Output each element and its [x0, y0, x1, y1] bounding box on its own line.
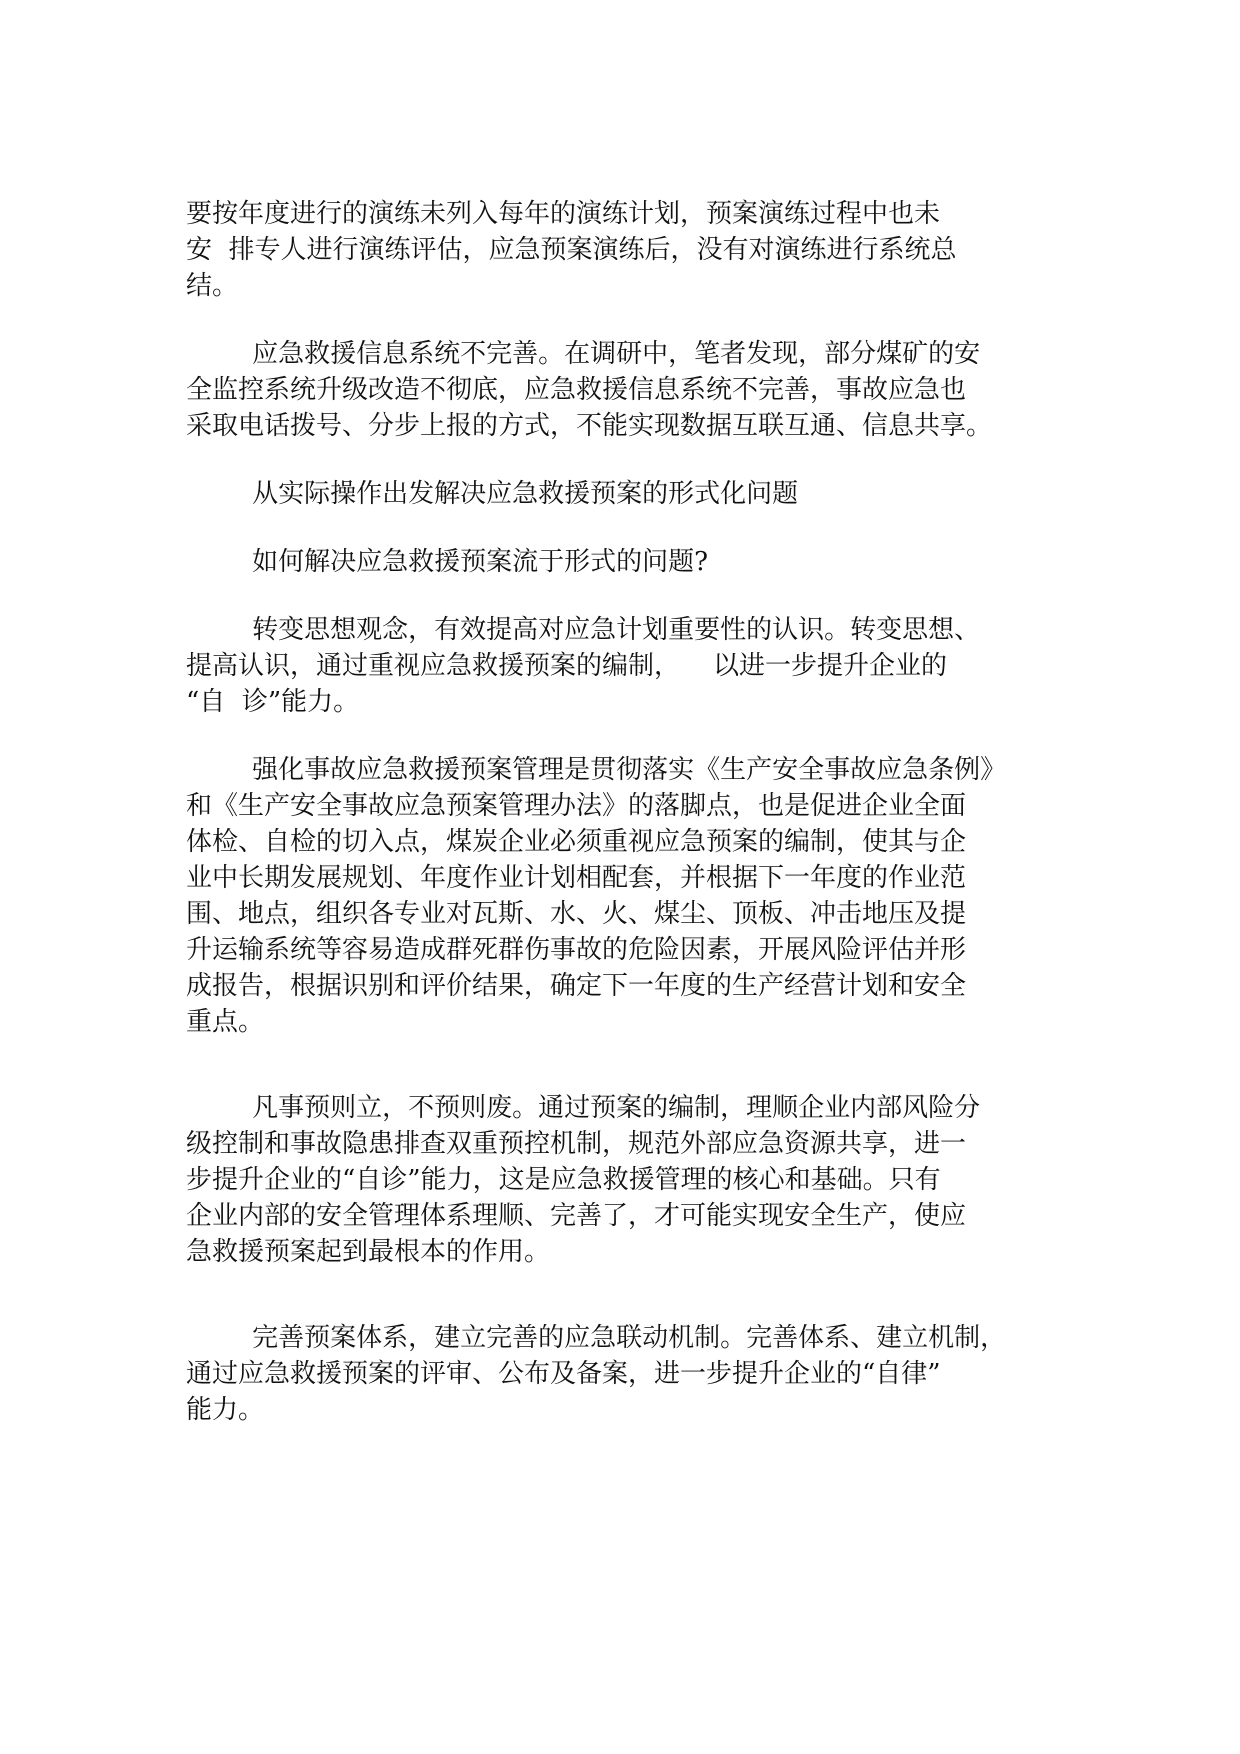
text-line: 强化事故应急救援预案管理是贯彻落实《生产安全事故应急条例》 [186, 755, 1007, 785]
text-line: 能力。 [186, 1395, 265, 1425]
text-line: 和《生产安全事故应急预案管理办法》的落脚点，也是促进企业全面 [186, 791, 967, 821]
paragraph-change-thinking [186, 612, 1066, 720]
text-line: 从实际操作出发解决应急救援预案的形式化问题 [186, 479, 799, 509]
text-line: 步提升企业的“自诊”能力，这是应急救援管理的核心和基础。只有 [186, 1165, 941, 1195]
text-line: 成报告，根据识别和评价结果，确定下一年度的生产经营计划和安全 [186, 971, 967, 1001]
text-line: 应急救援信息系统不完善。在调研中，笔者发现，部分煤矿的安 [186, 339, 981, 369]
paragraph-drill-plan [186, 196, 1066, 304]
text-line: 提高认识，通过重视应急救援预案的编制， 以进一步提升企业的 [186, 651, 948, 681]
text-line: 围、地点，组织各专业对瓦斯、水、火、煤尘、顶板、冲击地压及提 [186, 899, 967, 929]
text-line: “自 诊”能力。 [186, 687, 360, 717]
text-line: 企业内部的安全管理体系理顺、完善了，才可能实现安全生产，使应 [186, 1201, 967, 1231]
text-line: 通过应急救援预案的评审、公布及备案，进一步提升企业的“自律” [186, 1359, 941, 1389]
document-body [186, 196, 1066, 1462]
text-line: 重点。 [186, 1007, 265, 1037]
section-heading [186, 476, 1066, 512]
text-line: 采取电话拨号、分步上报的方式，不能实现数据互联互通、信息共享。 [186, 411, 993, 441]
text-line: 完善预案体系，建立完善的应急联动机制。完善体系、建立机制， [186, 1323, 1007, 1353]
text-line: 体检、自检的切入点，煤炭企业必须重视应急预案的编制，使其与企 [186, 827, 967, 857]
text-line: 升运输系统等容易造成群死群伤事故的危险因素，开展风险评估并形 [186, 935, 967, 965]
question-heading [186, 544, 1066, 580]
text-line: 业中长期发展规划、年度作业计划相配套，并根据下一年度的作业范 [186, 863, 967, 893]
paragraph-info-system [186, 336, 1066, 444]
text-line: 急救援预案起到最根本的作用。 [186, 1237, 551, 1267]
text-line: 安 排专人进行演练评估，应急预案演练后，没有对演练进行系统总 [186, 235, 957, 265]
text-line: 全监控系统升级改造不彻底，应急救援信息系统不完善，事故应急也 [186, 375, 967, 405]
text-line: 如何解决应急救援预案流于形式的问题? [186, 547, 709, 577]
text-line: 凡事预则立，不预则废。通过预案的编制，理顺企业内部风险分 [186, 1093, 981, 1123]
text-line: 结。 [186, 271, 239, 301]
text-line: 要按年度进行的演练未列入每年的演练计划，预案演练过程中也未 [186, 199, 941, 229]
paragraph-preparedness [186, 1090, 1066, 1270]
paragraph-strengthen-management [186, 752, 1066, 1040]
text-line: 级控制和事故隐患排查双重预控机制，规范外部应急资源共享，进一 [186, 1129, 967, 1159]
text-line: 转变思想观念，有效提高对应急计划重要性的认识。转变思想、 [186, 615, 981, 645]
paragraph-plan-system [186, 1320, 1066, 1428]
